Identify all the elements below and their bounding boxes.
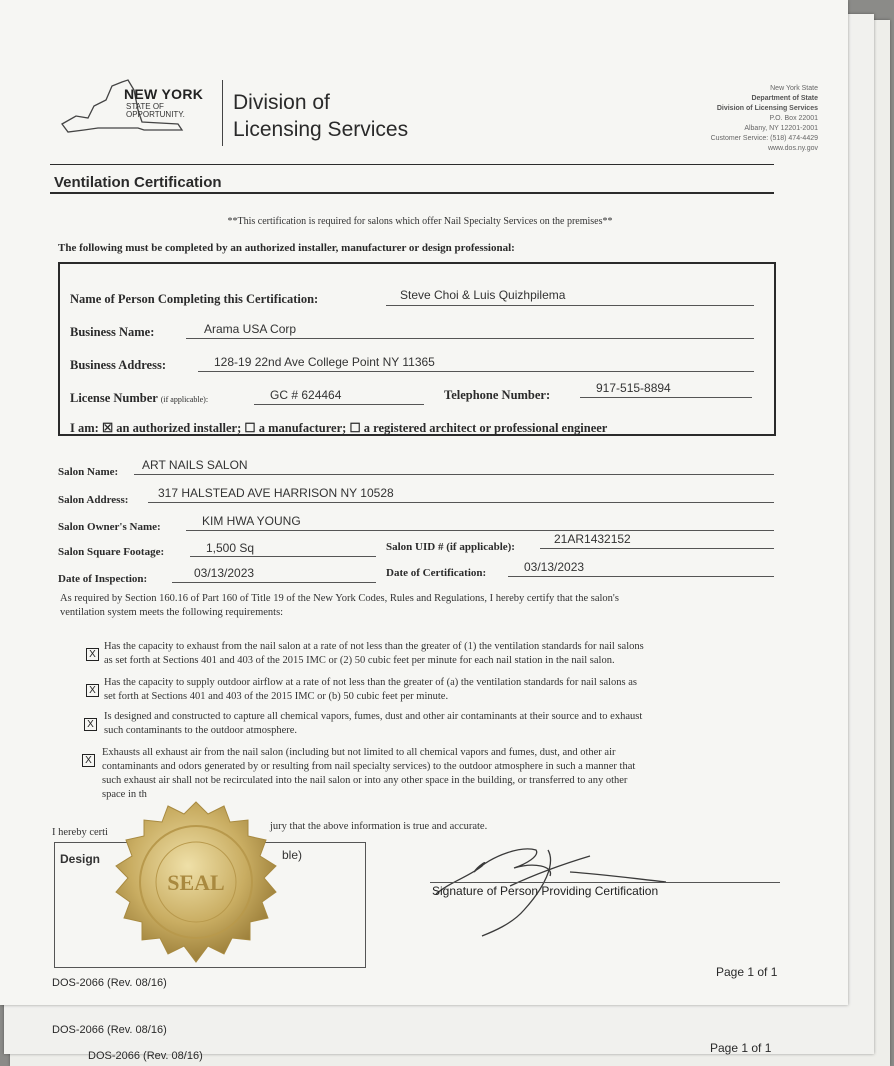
installer-role-options[interactable]: I am: ☒ an authorized installer; ☐ a manufacturer; ☐ a registered architect or professional engineer — [70, 421, 608, 435]
requirement-checkbox[interactable]: X — [84, 718, 97, 731]
header-rule — [50, 164, 774, 165]
salon-uid-label: Salon UID # (if applicable): — [386, 541, 515, 553]
back-form-number: DOS-2066 (Rev. 08/16) — [88, 1050, 203, 1062]
title-rule — [50, 192, 774, 194]
underline — [386, 305, 754, 306]
requirements-lead: As required by Section 160.16 of Part 160 of Title 19 of the New York Codes, Rules and Regulations, I hereby certify that the salon's ventilation system meets the following requirements: — [60, 593, 619, 618]
requirement-item: Is designed and constructed to capture all chemical vapors, fumes, dust and other air contaminants at their source and to exhaust such contaminants to the outdoor atmosphere. — [104, 711, 643, 736]
salon-sqft-label: Salon Square Footage: — [58, 546, 165, 558]
installer-name-value[interactable]: Steve Choi & Luis Quizhpilema — [400, 288, 566, 302]
header-divider — [222, 80, 223, 146]
certify-statement-start: I hereby certi — [52, 827, 108, 838]
form-note: **This certification is required for salons which offer Nail Specialty Services on the premises** — [227, 216, 613, 227]
certification-date-value[interactable]: 03/13/2023 — [524, 560, 585, 574]
business-name-label: Business Name: — [70, 325, 155, 339]
back-form-number: DOS-2066 (Rev. 08/16) — [52, 1024, 167, 1036]
requirement-item: Exhausts all exhaust air from the nail salon (including but not limited to all chemical vapors and fumes, dust, and other air contaminants and odors generated by or resulting from nail specialty services) to the outdoor atmosphere in such a manner that such exhaust air shall not be recirculated into the nail salon or into any other space in the building, or transferred to any other space in th — [102, 747, 636, 800]
ny-logo-title: NEW YORK — [124, 86, 204, 102]
salon-name-label: Salon Name: — [58, 466, 119, 478]
design-label-fragment: ble) — [282, 848, 303, 862]
salon-uid-value[interactable]: 21AR1432152 — [554, 532, 631, 546]
salon-address-label: Salon Address: — [58, 494, 129, 506]
underline — [148, 502, 774, 503]
requirement-checkbox[interactable]: X — [86, 648, 99, 661]
gold-seal-icon — [96, 798, 296, 976]
business-address-label: Business Address: — [70, 358, 166, 372]
underline — [580, 397, 752, 398]
form-number: DOS-2066 (Rev. 08/16) — [52, 977, 167, 989]
salon-name-value[interactable]: ART NAILS SALON — [142, 458, 248, 472]
certification-date-label: Date of Certification: — [386, 567, 487, 579]
installer-name-label: Name of Person Completing this Certification: — [70, 292, 319, 306]
business-address-value[interactable]: 128-19 22nd Ave College Point NY 11365 — [214, 355, 435, 369]
underline — [134, 474, 774, 475]
requirement-item: Has the capacity to exhaust from the nail salon at a rate of not less than the greater of (1) the ventilation standards for nail salons as set forth at Sections 401 and 403 of the 2015 IMC or (2) 50 cubic feet per minute for each nail station in the nail salon. — [104, 641, 644, 666]
signature-label: Signature of Person Providing Certification — [432, 884, 659, 898]
salon-owner-value[interactable]: KIM HWA YOUNG — [202, 514, 301, 528]
underline — [172, 582, 376, 583]
department-address: New York State Department of State Division of Licensing Services P.O. Box 22001 Albany, NY 12201-2001 Customer Service: (518) 474-4429 www.dos.ny.gov — [710, 85, 818, 152]
license-number-label: License Number (if applicable): — [70, 391, 209, 405]
telephone-label: Telephone Number: — [444, 388, 551, 402]
inspection-date-value[interactable]: 03/13/2023 — [194, 566, 255, 580]
underline — [254, 404, 424, 405]
form-intro: The following must be completed by an authorized installer, manufacturer or design professional: — [58, 242, 515, 254]
requirement-checkbox[interactable]: X — [86, 684, 99, 697]
ny-logo-subtitle: STATE OF OPPORTUNITY. — [126, 102, 185, 119]
back-page-number: Page 1 of 1 — [710, 1041, 772, 1055]
underline — [508, 576, 774, 577]
design-label: Design — [60, 852, 101, 866]
requirement-checkbox[interactable]: X — [82, 754, 95, 767]
certify-statement-end: jury that the above information is true and accurate. — [270, 821, 488, 832]
salon-sqft-value[interactable]: 1,500 Sq — [206, 541, 255, 555]
underline — [186, 338, 754, 339]
form-title: Ventilation Certification — [54, 174, 222, 191]
underline — [540, 548, 774, 549]
svg-text:SEAL: SEAL — [167, 870, 225, 895]
underline — [198, 371, 754, 372]
underline — [186, 530, 774, 531]
telephone-value[interactable]: 917-515-8894 — [596, 381, 671, 395]
requirement-item: Has the capacity to supply outdoor airflow at a rate of not less than the greater of (a) the ventilation standards for nail salons as set forth at Sections 401 and 403 of the 2015 IMC or (b) 50 cubic feet per minute. — [104, 677, 637, 702]
underline — [190, 556, 376, 557]
business-name-value[interactable]: Arama USA Corp — [204, 322, 297, 336]
license-number-value[interactable]: GC # 624464 — [270, 388, 342, 402]
division-title: Division of Licensing Services — [233, 91, 409, 141]
salon-address-value[interactable]: 317 HALSTEAD AVE HARRISON NY 10528 — [158, 486, 394, 500]
salon-owner-label: Salon Owner's Name: — [58, 521, 161, 533]
page-number: Page 1 of 1 — [716, 965, 778, 979]
signature-line — [430, 882, 780, 883]
inspection-date-label: Date of Inspection: — [58, 573, 148, 585]
